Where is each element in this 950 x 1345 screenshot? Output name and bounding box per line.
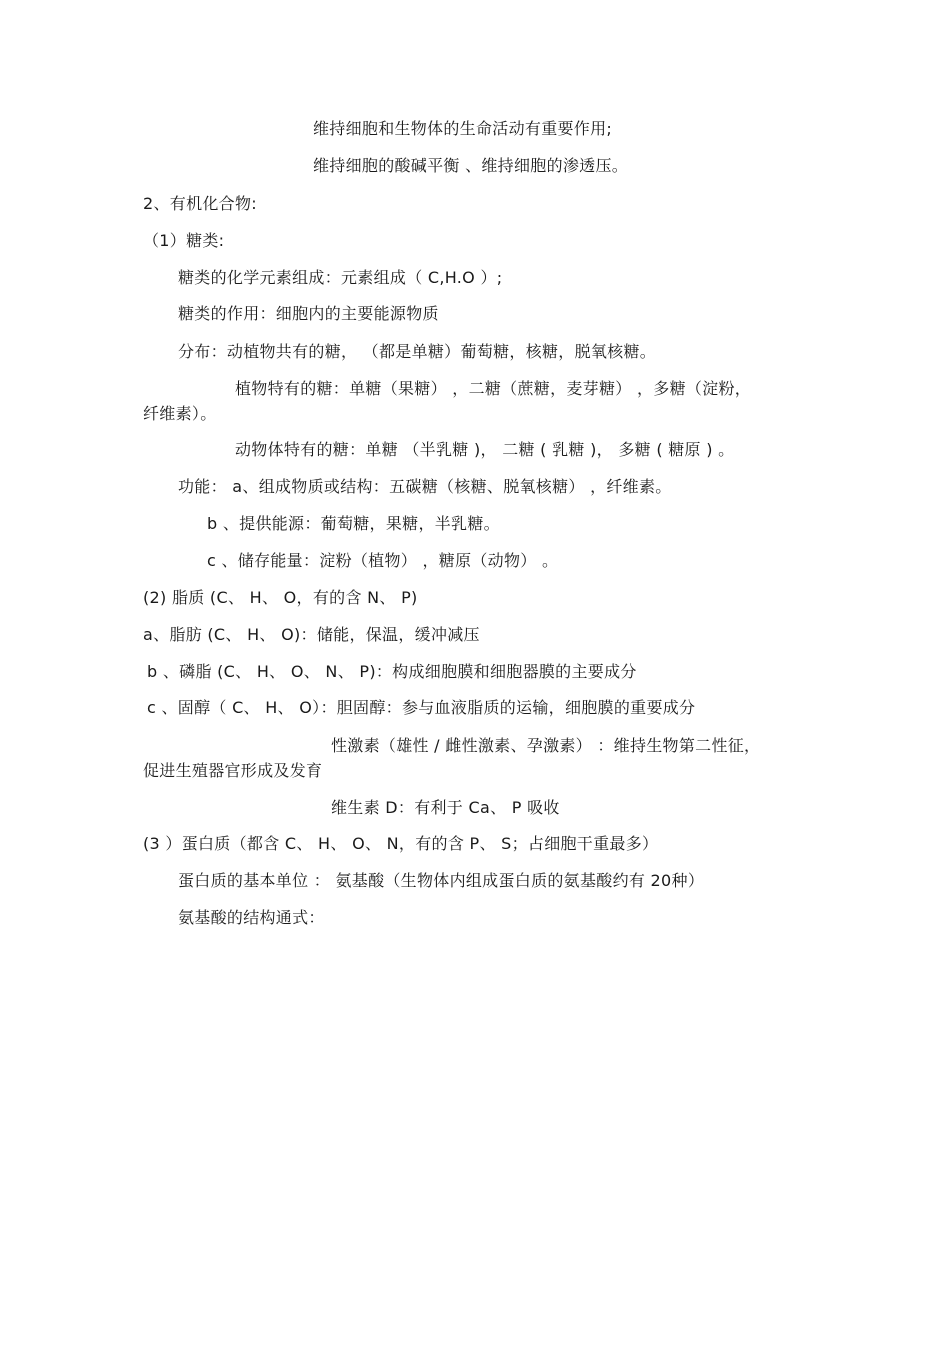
text-line: b 、提供能源：葡萄糖，果糖，半乳糖。 bbox=[207, 514, 500, 533]
text-line: 维持细胞和生物体的生命活动有重要作用; bbox=[313, 119, 613, 138]
subsection-heading: （1）糖类: bbox=[143, 231, 225, 250]
text-line: 性激素（雄性 / 雌性激素、孕激素） ：维持生物第二性征， bbox=[331, 736, 761, 755]
text-line: b 、磷脂 (C、 H、 O、 N、 P)：构成细胞膜和细胞器膜的主要成分 bbox=[147, 662, 637, 681]
text-line: 促进生殖器官形成及发育 bbox=[143, 761, 323, 780]
text-line: c 、储存能量：淀粉（植物） ，糖原（动物） 。 bbox=[207, 551, 559, 570]
text-line: 功能： a、组成物质或结构：五碳糖（核糖、脱氧核糖） ，纤维素。 bbox=[178, 477, 672, 496]
subsection-heading: (3 ）蛋白质（都含 C、 H、 O、 N，有的含 P、 S；占细胞干重最多） bbox=[143, 834, 659, 853]
text-line: 维持细胞的酸碱平衡 、维持细胞的渗透压。 bbox=[313, 156, 629, 175]
text-line: 植物特有的糖：单糖（果糖） ，二糖（蔗糖，麦芽糖） ，多糖（淀粉， bbox=[235, 379, 752, 398]
text-line: 动物体特有的糖：单糖 （半乳糖 )， 二糖 ( 乳糖 )， 多糖 ( 糖原 ) 。 bbox=[235, 440, 735, 459]
text-line: 分布：动植物共有的糖， （都是单糖）葡萄糖，核糖，脱氧核糖。 bbox=[178, 342, 657, 361]
text-line: c 、固醇（ C、 H、 O）：胆固醇：参与血液脂质的运输，细胞膜的重要成分 bbox=[147, 698, 696, 717]
text-line: 维生素 D：有利于 Ca、 P 吸收 bbox=[331, 798, 560, 817]
text-line: 蛋白质的基本单位 ： 氨基酸（生物体内组成蛋白质的氨基酸约有 20种） bbox=[178, 871, 705, 890]
text-line: 氨基酸的结构通式： bbox=[178, 908, 325, 927]
section-heading: 2、有机化合物: bbox=[143, 194, 257, 213]
text-line: 纤维素）。 bbox=[143, 404, 217, 423]
subsection-heading: (2) 脂质 (C、 H、 O，有的含 N、 P) bbox=[143, 588, 418, 607]
text-line: 糖类的化学元素组成：元素组成（ C,H.O ）; bbox=[178, 268, 503, 287]
text-line: a、脂肪 (C、 H、 O)：储能，保温，缓冲减压 bbox=[143, 625, 480, 644]
text-line: 糖类的作用：细胞内的主要能源物质 bbox=[178, 304, 439, 323]
